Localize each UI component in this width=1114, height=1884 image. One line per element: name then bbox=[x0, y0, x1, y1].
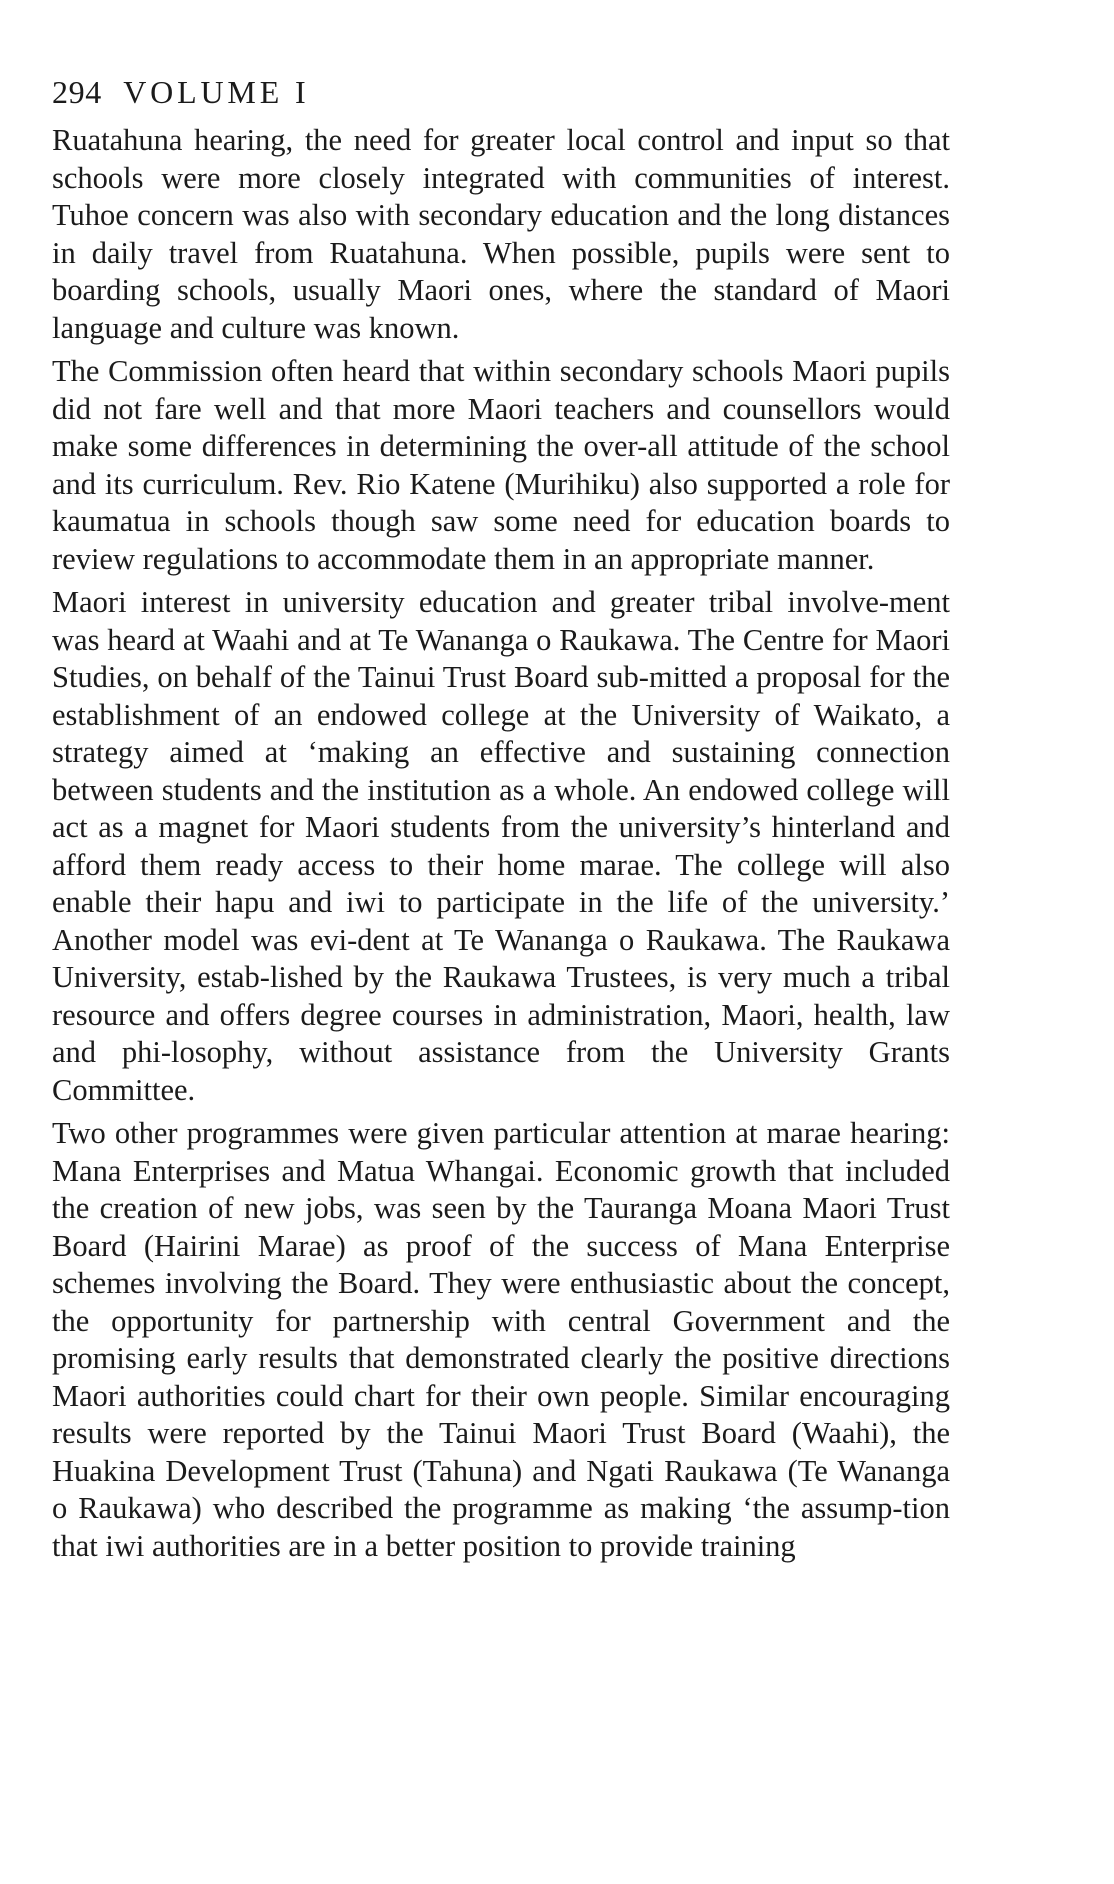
paragraph-1: Ruatahuna hearing, the need for greater local control and input so that schools were more closely integrated with communities of interest. Tuhoe concern was also with secondary education and the long distances in daily travel from Ruatahuna. When possible, pupils were sent to boarding schools, usually Maori ones, where the standard of Maori language and culture was known. bbox=[52, 123, 950, 345]
document-page bbox=[52, 72, 950, 1571]
page-number: 294 bbox=[52, 74, 102, 110]
paragraph-3: Maori interest in university education and greater tribal involve-ment was heard at Waahi and at Te Wananga o Raukawa. The Centre for Maori Studies, on behalf of the Tainui Trust Board sub-mitted a proposal for the establishment of an endowed college at the University of Waikato, a strategy aimed at ‘making an effective and sustaining connection between students and the institution as a whole. An endowed college will act as a magnet for Maori students from the university’s hinterland and afford them ready access to their home marae. The college will also enable their hapu and iwi to participate in the life of the university.’ Another model was evi-dent at Te Wananga o Raukawa. The Raukawa University, estab-lished by the Raukawa Trustees, is very much a tribal resource and offers degree courses in administration, Maori, health, law and phi-losophy, without assistance from the University Grants Committee. bbox=[52, 585, 950, 1107]
volume-label: VOLUME I bbox=[123, 74, 310, 110]
paragraph-4: Two other programmes were given particular attention at marae hearing: Mana Enterprises and Matua Whangai. Economic growth that included the creation of new jobs, was seen by the Tauranga Moana Maori Trust Board (Hairini Marae) as proof of the success of Mana Enterprise schemes involving the Board. They were enthusiastic about the concept, the opportunity for partnership with central Government and the promising early results that demonstrated clearly the positive directions Maori authorities could chart for their own people. Similar encouraging results were reported by the Tainui Maori Trust Board (Waahi), the Huakina Development Trust (Tahuna) and Ngati Raukawa (Te Wananga o Raukawa) who described the programme as making ‘the assump-tion that iwi authorities are in a better position to provide training bbox=[52, 1116, 950, 1563]
running-header bbox=[52, 72, 950, 112]
paragraph-2: The Commission often heard that within secondary schools Maori pupils did not fare well and that more Maori teachers and counsellors would make some differences in determining the over-all attitude of the school and its curriculum. Rev. Rio Katene (Murihiku) also supported a role for kaumatua in schools though saw some need for education boards to review regulations to accommodate them in an appropriate manner. bbox=[52, 354, 950, 576]
